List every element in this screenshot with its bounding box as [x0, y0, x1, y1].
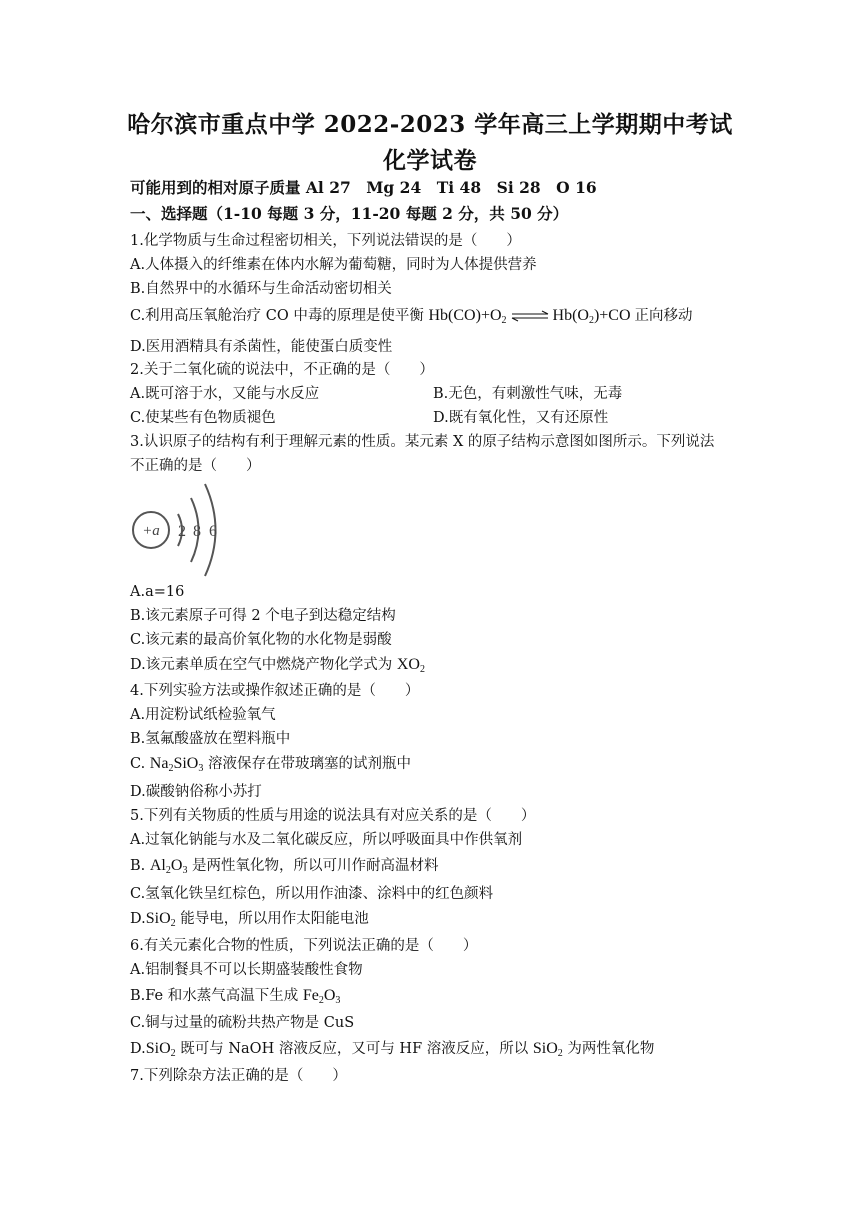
atomic-structure-diagram [128, 478, 228, 582]
shell-electrons-1: 2 [178, 523, 186, 540]
question-3-option-b: B.该元素原子可得 2 个电子到达稳定结构 [130, 608, 396, 624]
subscript: 2 [557, 1048, 563, 1059]
subscript: 2 [419, 664, 425, 675]
question-7-stem: 7.下列除杂方法正确的是（ ） [130, 1068, 347, 1084]
exam-subject-title: 化学试卷 [383, 147, 477, 174]
formula-sio2 [146, 1040, 176, 1057]
option-c-suffix: 正向移动 [634, 308, 693, 324]
subscript: 2 [165, 865, 171, 876]
question-5-option-c: C.氢氧化铁呈红棕色，所以用作油漆、涂料中的红色颜料 [130, 886, 494, 902]
question-3-option-a: A.a=16 [130, 584, 185, 600]
option-d-text: D.该元素单质在空气中燃烧产物化学式为 [130, 657, 397, 673]
formula-part: SiO [173, 755, 199, 772]
option-c-text: C.利用高压氧舱治疗 CO 中毒的原理是使平衡 [130, 308, 424, 324]
shell-electrons-2: 8 [193, 523, 201, 540]
equation-right-end: )+CO [593, 307, 631, 324]
formula-xo2 [397, 656, 425, 673]
question-2-row-2 [130, 408, 609, 428]
formula-part: Al [149, 857, 166, 874]
question-5-option-b [130, 856, 439, 876]
question-3-stem-line-1: 3.认识原子的结构有利于理解元素的性质。某元素 X 的原子结构示意图如图所示。下列说法 [130, 434, 715, 450]
question-2-stem: 2.关于二氧化硫的说法中，不正确的是（ ） [130, 362, 434, 378]
question-6-option-a: A.铝制餐具不可以长期盛装酸性食物 [130, 962, 363, 978]
question-4-option-b: B.氢氟酸盛放在塑料瓶中 [130, 731, 291, 747]
formula-fe2o3 [303, 987, 341, 1004]
option-c-label: C. [130, 756, 150, 772]
question-4-option-d: D.碳酸钠俗称小苏打 [130, 784, 262, 800]
formula-body: XO [396, 656, 420, 673]
option-b-label: B. [130, 858, 150, 874]
formula-na2sio3 [150, 755, 204, 772]
formula-part: O [170, 857, 183, 874]
question-5-stem: 5.下列有关物质的性质与用途的说法具有对应关系的是（ ） [130, 808, 536, 824]
question-2-row-1 [130, 384, 623, 404]
formula-part: O [323, 987, 336, 1004]
question-4-option-a: A.用淀粉试纸检验氧气 [130, 707, 276, 723]
equilibrium-arrow-icon [511, 310, 549, 322]
option-b-text: B.Fe 和水蒸气高温下生成 [130, 988, 303, 1004]
question-1-option-a: A.人体摄入的纤维素在体内水解为葡萄糖，同时为人体提供营养 [130, 257, 537, 273]
subscript: 3 [335, 995, 341, 1006]
formula-part: SiO [145, 1040, 171, 1057]
subscript: 3 [182, 865, 188, 876]
formula-part: SiO [532, 1040, 558, 1057]
subscript: 2 [318, 995, 324, 1006]
question-3-stem-line-2: 不正确的是（ ） [130, 458, 261, 474]
option-d-label: D. [130, 1041, 146, 1057]
subscript: 2 [168, 763, 174, 774]
equilibrium-equation [429, 307, 635, 324]
formula-part: Fe [302, 987, 319, 1004]
question-5-option-d [130, 909, 369, 929]
formula-sio2 [146, 910, 176, 927]
question-1-option-c [130, 306, 693, 326]
subscript: 2 [170, 1048, 176, 1059]
question-3-option-d [130, 655, 425, 675]
section-heading: 一、选择题（1-10 每题 3 分，11-20 每题 2 分，共 50 分） [130, 204, 569, 223]
option-d-middle: 既可与 NaOH 溶液反应，又可与 HF 溶液反应，所以 [175, 1041, 533, 1057]
option-d-label: D. [130, 911, 146, 927]
formula-sio2 [533, 1040, 563, 1057]
shell-electrons-3: 6 [209, 523, 217, 540]
equation-right: Hb(O [552, 307, 589, 324]
nucleus-charge: +a [142, 523, 160, 539]
question-4-stem: 4.下列实验方法或操作叙述正确的是（ ） [130, 683, 420, 699]
atomic-masses-note: 可能用到的相对原子质量 Al 27 Mg 24 Ti 48 Si 28 O 16 [130, 178, 597, 197]
subscript: 2 [588, 315, 594, 326]
question-2-option-d: D.既有氧化性，又有还原性 [433, 410, 609, 426]
option-d-suffix: 为两性氧化物 [562, 1041, 655, 1057]
option-b-suffix: 是两性氧化物，所以可川作耐高温材料 [187, 858, 439, 874]
exam-title: 哈尔滨市重点中学 2022-2023 学年高三上学期期中考试 [127, 111, 733, 138]
question-1-option-b: B.自然界中的水循环与生命活动密切相关 [130, 281, 392, 297]
question-5-option-a: A.过氧化钠能与水及二氧化碳反应，所以呼吸面具中作供氧剂 [130, 832, 523, 848]
option-c-suffix: 溶液保存在带玻璃塞的试剂瓶中 [203, 756, 411, 772]
question-6-option-d [130, 1039, 654, 1059]
question-6-option-c: C.铜与过量的硫粉共热产物是 CuS [130, 1015, 355, 1031]
question-6-stem: 6.有关元素化合物的性质，下列说法正确的是（ ） [130, 938, 478, 954]
question-1-option-d: D.医用酒精具有杀菌性，能使蛋白质变性 [130, 339, 393, 355]
formula-part: SiO [145, 910, 171, 927]
equation-left: Hb(CO)+O [428, 307, 502, 324]
question-2-option-c: C.使某些有色物质褪色 [130, 410, 276, 426]
formula-al2o3 [150, 857, 188, 874]
question-1-stem: 1.化学物质与生命过程密切相关，下列说法错误的是（ ） [130, 233, 521, 249]
formula-part: Na [149, 755, 169, 772]
question-3-option-c: C.该元素的最高价氧化物的水化物是弱酸 [130, 632, 392, 648]
subscript: 2 [170, 918, 176, 929]
question-4-option-c [130, 754, 411, 774]
question-2-option-b: B.无色，有刺激性气味，无毒 [433, 386, 623, 402]
subscript: 2 [501, 315, 507, 326]
question-2-option-a: A.既可溶于水，又能与水反应 [130, 386, 320, 402]
subscript: 3 [198, 763, 204, 774]
question-6-option-b [130, 986, 340, 1006]
option-d-suffix: 能导电，所以用作太阳能电池 [175, 911, 369, 927]
